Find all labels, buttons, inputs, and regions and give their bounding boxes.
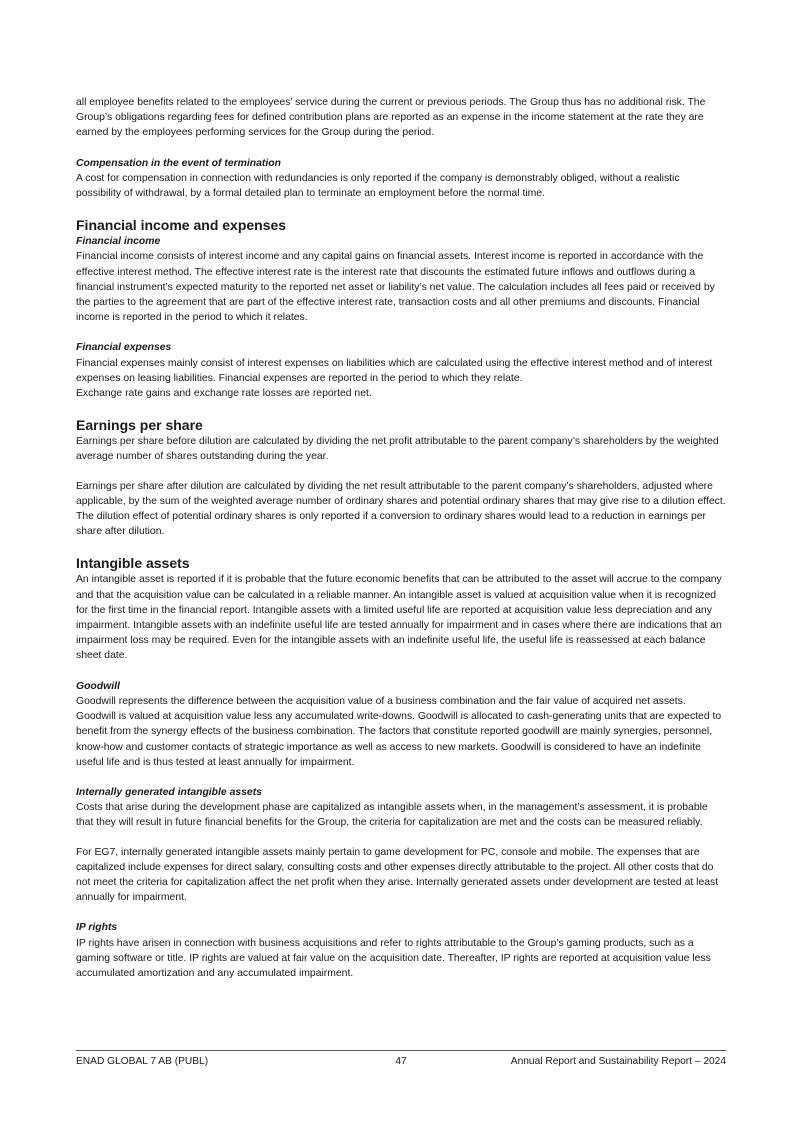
ip-rights-subheading: IP rights (76, 922, 118, 934)
internal-intangible-paragraph-2: For EG7, internally generated intangible assets mainly pertain to game development for PC, console and mobile. The expenses that are capitalized include expenses for direct salary, consulting costs and other expenses directly attributable to the project. All other costs that do not meet the criteria for capitalization affect the net profit when they arise. Internally generated assets under development are tested at least annually for impairment. (76, 846, 719, 904)
page-footer (76, 1050, 726, 1067)
footer-company: ENAD GLOBAL 7 AB (PUBL) (76, 1056, 209, 1067)
financial-expenses-paragraph: Financial expenses mainly consist of interest expenses on liabilities which are calculated using the effective interest method and of interest expenses on leasing liabilities. Financial expenses are reported in the period to which they relate. (76, 357, 713, 384)
exchange-rate-paragraph: Exchange rate gains and exchange rate losses are reported net. (76, 388, 372, 400)
footer-page-number: 47 (395, 1056, 407, 1067)
internal-intangible-paragraph-1: Costs that arise during the development phase are capitalized as intangible assets when, in the management’s assessment, it is probable that they will result in future financial benefits for the Group, the criteria for capitalization are met and the costs can be measured reliably. (76, 802, 708, 829)
financial-income-subheading: Financial income (76, 236, 161, 248)
goodwill-subheading: Goodwill (76, 680, 120, 692)
footer-report-title: Annual Report and Sustainability Report – 2024 (510, 1056, 726, 1067)
termination-paragraph: A cost for compensation in connection with redundancies is only reported if the company is demonstrably obliged, without a realistic possibility of withdrawal, by a formal detailed plan to terminate an employment before the normal time. (76, 172, 680, 200)
intangible-paragraph: An intangible asset is reported if it is probable that the future economic benefits that can be attributed to the asset will accrue to the company and that the acquisition value can be calculated in a reliable manner. An intangible asset is valued at acquisition value when it is recognized for the first time in the financial report. Intangible assets with a limited useful life are reported at acquisition value less depreciation and any impairment. Intangible assets with an indefinite useful life are tested annually for impairment and in cases where there are indications that an impairment loss may be required. Even for the intangible assets with an indefinite useful life, the useful life is reassessed at each balance sheet date. (76, 574, 722, 662)
termination-subheading: Compensation in the event of termination (76, 157, 281, 169)
page-body (76, 95, 726, 981)
eps-heading: Earnings per share (76, 417, 203, 434)
intro-paragraph: all employee benefits related to the employees’ service during the current or previous periods. The Group thus has no additional risk. The Group’s obligations regarding fees for defined contribution plans are reported as an expense in the income statement at the rate they are earned by the employees performing services for the Group during the period. (76, 97, 706, 139)
internal-intangible-subheading: Internally generated intangible assets (76, 786, 262, 798)
eps-paragraph-2: Earnings per share after dilution are calculated by dividing the net result attributable to the parent company’s shareholders, adjusted where applicable, by the sum of the weighted average number of ordinary shares and potential ordinary shares that may give rise to a dilution effect. The dilution effect of potential ordinary shares is only reported if a conversion to ordinary shares would lead to a reduction in earnings per share after dilution. (76, 480, 726, 538)
ip-rights-paragraph: IP rights have arisen in connection with business acquisitions and refer to rights attributable to the Group’s gaming products, such as a gaming software or title. IP rights are valued at fair value on the acquisition date. Thereafter, IP rights are reported at acquisition value less accumulated amortization and any accumulated impairment. (76, 937, 711, 979)
intangible-heading: Intangible assets (76, 555, 190, 572)
eps-paragraph-1: Earnings per share before dilution are calculated by dividing the net profit attributable to the parent company’s shareholders by the weighted average number of shares outstanding during the year. (76, 436, 719, 463)
financial-income-paragraph: Financial income consists of interest income and any capital gains on financial assets. Interest income is reported in accordance with the effective interest method. The effective interest rate is the interest rate that discounts the estimated future inflows and outflows during a financial instrument’s expected maturity to the reported net asset or liability’s net value. The calculation includes all fees paid or received by the parties to the agreement that are part of the effective interest rate, transaction costs and all other premiums and discounts. Financial income is reported in the period to which it relates. (76, 251, 715, 324)
financial-expenses-subheading: Financial expenses (76, 342, 172, 354)
financial-heading: Financial income and expenses (76, 217, 287, 234)
goodwill-paragraph: Goodwill represents the difference between the acquisition value of a business combination and the fair value of acquired net assets. Goodwill is valued at acquisition value less any accumulated write-downs. Goodwill is allocated to cash-generating units that are expected to benefit from the synergy effects of the business combination. The factors that constitute reported goodwill are mainly synergies, personnel, know-how and customer contacts of strategic importance as well as access to new markets. Goodwill is considered to have an indefinite useful life and is thus tested at least annually for impairment. (76, 695, 722, 768)
